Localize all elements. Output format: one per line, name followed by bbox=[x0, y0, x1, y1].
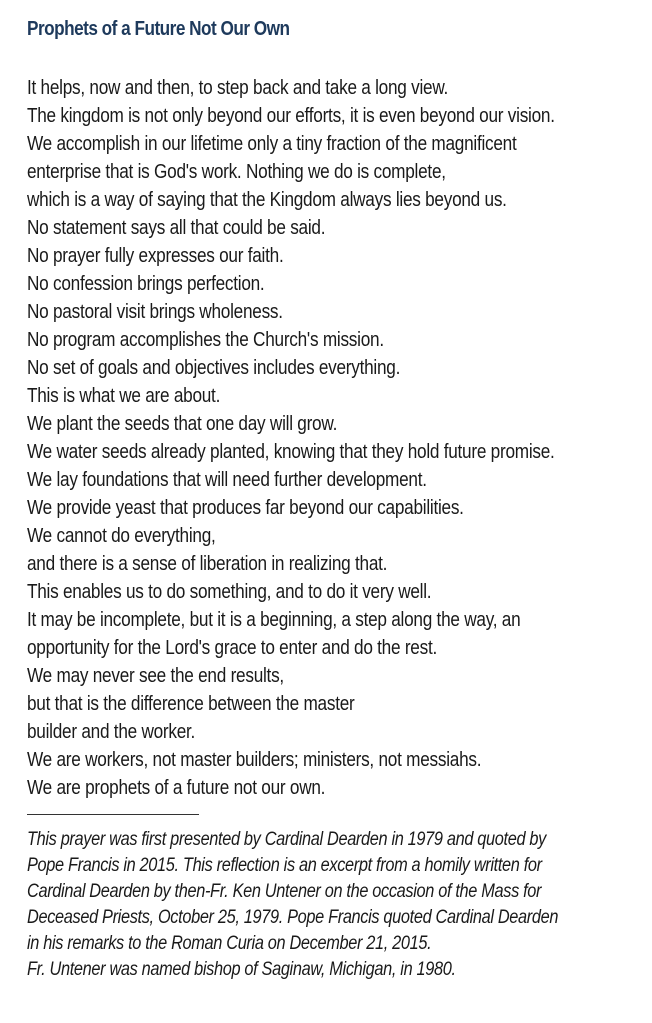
poem-line: It may be incomplete, but it is a beginning, a step along the way, an bbox=[27, 609, 521, 631]
poem-line: enterprise that is God's work. Nothing we do is complete, bbox=[27, 161, 446, 183]
poem-line: We may never see the end results, bbox=[27, 665, 284, 687]
poem-line: We plant the seeds that one day will grow. bbox=[27, 413, 338, 435]
poem-line: No set of goals and objectives includes everything. bbox=[27, 357, 401, 379]
poem-line: We water seeds already planted, knowing that they hold future promise. bbox=[27, 441, 555, 463]
poem-line: We accomplish in our lifetime only a tiny fraction of the magnificent bbox=[27, 133, 517, 155]
poem-line: but that is the difference between the master bbox=[27, 693, 355, 715]
poem-line: We cannot do everything, bbox=[27, 525, 216, 547]
footnote-line: in his remarks to the Roman Curia on December 21, 2015. bbox=[27, 933, 432, 954]
footnote-line: Deceased Priests, October 25, 1979. Pope Francis quoted Cardinal Dearden bbox=[27, 907, 559, 928]
footnote-line: Cardinal Dearden by then-Fr. Ken Untener on the occasion of the Mass for bbox=[27, 881, 542, 902]
poem-line: We are prophets of a future not our own. bbox=[27, 777, 326, 799]
page-title: Prophets of a Future Not Our Own bbox=[27, 18, 290, 40]
poem-line: No prayer fully expresses our faith. bbox=[27, 245, 284, 267]
poem-line: which is a way of saying that the Kingdom always lies beyond us. bbox=[27, 189, 507, 211]
poem-line: We are workers, not master builders; ministers, not messiahs. bbox=[27, 749, 482, 771]
footnote bbox=[27, 827, 639, 983]
poem-line: No statement says all that could be said. bbox=[27, 217, 326, 239]
poem-line: It helps, now and then, to step back and take a long view. bbox=[27, 77, 449, 99]
document-page bbox=[27, 14, 639, 983]
footnote-divider bbox=[27, 814, 199, 815]
poem-line: The kingdom is not only beyond our efforts, it is even beyond our vision. bbox=[27, 105, 555, 127]
poem-line: No pastoral visit brings wholeness. bbox=[27, 301, 283, 323]
footnote-line: This prayer was first presented by Cardinal Dearden in 1979 and quoted by bbox=[27, 829, 546, 850]
poem-line: This is what we are about. bbox=[27, 385, 221, 407]
poem-line: This enables us to do something, and to do it very well. bbox=[27, 581, 432, 603]
poem-body bbox=[27, 74, 639, 802]
poem-line: and there is a sense of liberation in realizing that. bbox=[27, 553, 388, 575]
footnote-line: Fr. Untener was named bishop of Saginaw, Michigan, in 1980. bbox=[27, 959, 456, 980]
poem-line: opportunity for the Lord's grace to enter and do the rest. bbox=[27, 637, 437, 659]
poem-line: No confession brings perfection. bbox=[27, 273, 265, 295]
poem-line: We provide yeast that produces far beyond our capabilities. bbox=[27, 497, 464, 519]
poem-line: builder and the worker. bbox=[27, 721, 196, 743]
poem-line: No program accomplishes the Church's mission. bbox=[27, 329, 384, 351]
poem-line: We lay foundations that will need further development. bbox=[27, 469, 427, 491]
footnote-line: Pope Francis in 2015. This reflection is an excerpt from a homily written for bbox=[27, 855, 542, 876]
